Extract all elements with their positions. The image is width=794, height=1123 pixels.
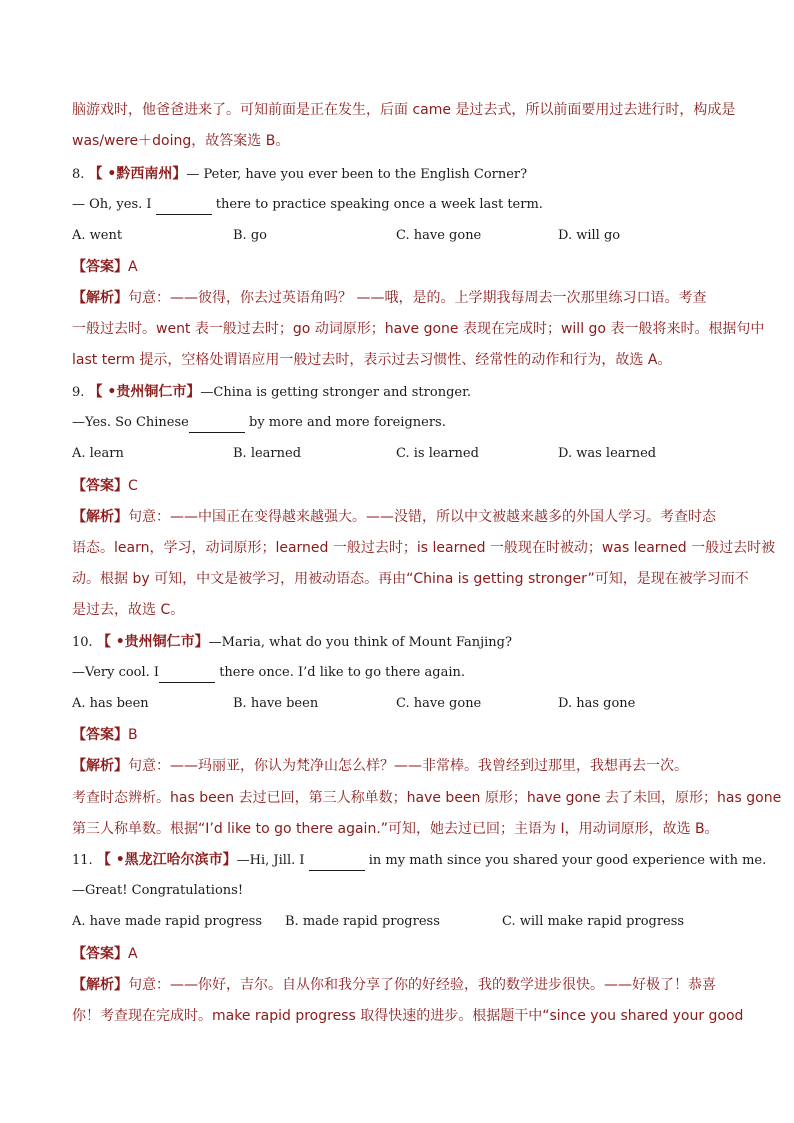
- question-8-explanation-2: 一般过去时。went 表一般过去时；go 动词原形；have gone 表现在完成时；will go 表一般将来时。根据句中: [72, 321, 765, 337]
- answer-value: A: [128, 946, 138, 962]
- explanation-label: 【解析】: [72, 758, 128, 774]
- answer-label: 【答案】: [72, 478, 128, 494]
- question-9-prompt: [72, 383, 471, 402]
- question-11-answer: [72, 945, 138, 963]
- answer-value: B: [128, 727, 138, 743]
- answer-label: 【答案】: [72, 727, 128, 743]
- question-9-explanation-2: 语态。learn，学习，动词原形；learned 一般过去时；is learned 一般现在时被动；was learned 一般过去时被: [72, 540, 776, 556]
- answer-blank: [156, 196, 212, 215]
- intro-line-1: 脑游戏时，他爸爸进来了。可知前面是正在发生，后面 came 是过去式，所以前面要用过去进行时，构成是: [72, 102, 736, 118]
- question-line: —Maria, what do you think of Mount Fanjing?: [208, 635, 512, 650]
- question-number: 9.: [72, 385, 85, 400]
- intro-line-2: was/were＋doing，故答案选 B。: [72, 133, 290, 149]
- question-10-explanation-2: 考查时态辨析。has been 去过已回，第三人称单数；have been 原形；have gone 去了未回，原形；has gone: [72, 790, 782, 806]
- question-8-prompt: [72, 165, 527, 184]
- question-9-line-2: —Yes. So Chinese by more and more foreigners.: [72, 414, 446, 433]
- question-10-answer: [72, 726, 138, 744]
- answer-blank: [309, 852, 365, 871]
- question-number: 8.: [72, 167, 85, 182]
- question-11-explanation-1: 【解析】句意：——你好，吉尔。自从你和我分享了你的好经验，我的数学进步很快。——好极了！恭喜: [72, 977, 716, 993]
- question-8-answer: [72, 258, 138, 276]
- question-9-explanation-1: 【解析】句意：——中国正在变得越来越强大。——没错，所以中文被越来越多的外国人学习。考查时态: [72, 509, 716, 525]
- question-source: 【 •黔西南州】: [88, 166, 187, 182]
- question-11-explanation-2: 你！考查现在完成时。make rapid progress 取得快速的进步。根据题干中“since you shared your good: [72, 1008, 744, 1024]
- question-source: 【 •贵州铜仁市】: [96, 634, 209, 650]
- answer-blank: [159, 664, 215, 683]
- option-a: A. has been: [72, 696, 149, 711]
- option-d: D. has gone: [558, 696, 636, 711]
- answer-blank: [189, 414, 245, 433]
- answer-label: 【答案】: [72, 259, 128, 275]
- option-c: C. have gone: [396, 228, 482, 243]
- question-9-explanation-3: 动。根据 by 可知，中文是被学习，用被动语态。再由“China is getting stronger”可知，是现在被学习而不: [72, 571, 749, 587]
- answer-label: 【答案】: [72, 946, 128, 962]
- option-d: D. will go: [558, 228, 621, 243]
- question-10-explanation-1: 【解析】句意：——玛丽亚，你认为梵净山怎么样？——非常棒。我曾经到过那里，我想再去一次。: [72, 758, 688, 774]
- option-b: B. have been: [233, 696, 319, 711]
- question-number: 10.: [72, 635, 93, 650]
- question-9-answer: [72, 477, 138, 495]
- option-d: D. was learned: [558, 446, 657, 461]
- question-8-explanation-1: 【解析】句意：——彼得，你去过英语角吗？ ——哦，是的。上学期我每周去一次那里练习口语。考查: [72, 290, 707, 306]
- option-c: C. is learned: [396, 446, 479, 461]
- option-b: B. learned: [233, 446, 302, 461]
- option-a: A. went: [72, 228, 123, 243]
- option-a: A. have made rapid progress: [72, 914, 263, 929]
- question-10-explanation-3: 第三人称单数。根据“I’d like to go there again.”可知，她去过已回；主语为 I，用动词原形，故选 B。: [72, 821, 719, 837]
- option-b: B. go: [233, 228, 267, 243]
- question-line: — Peter, have you ever been to the English Corner?: [186, 167, 528, 182]
- option-c: C. will make rapid progress: [502, 914, 685, 929]
- option-b: B. made rapid progress: [285, 914, 440, 929]
- question-source: 【 •贵州铜仁市】: [88, 384, 201, 400]
- answer-value: A: [128, 259, 138, 275]
- question-line: —China is getting stronger and stronger.: [200, 385, 472, 400]
- explanation-label: 【解析】: [72, 977, 128, 993]
- question-10-prompt: [72, 633, 512, 652]
- question-10-line-2: —Very cool. I there once. I’d like to go there again.: [72, 664, 465, 683]
- answer-value: C: [128, 478, 138, 494]
- question-8-explanation-3: last term 提示，空格处谓语应用一般过去时，表示过去习惯性、经常性的动作和行为，故选 A。: [72, 352, 672, 368]
- question-11-prompt: 11. 【 •黑龙江哈尔滨市】—Hi, Jill. I in my math since you shared your good experience with me.: [72, 851, 766, 871]
- question-number: 11.: [72, 853, 93, 868]
- option-c: C. have gone: [396, 696, 482, 711]
- question-11-line-2: —Great! Congratulations!: [72, 883, 244, 898]
- question-9-explanation-4: 是过去，故选 C。: [72, 602, 185, 618]
- question-8-line-2: — Oh, yes. I there to practice speaking once a week last term.: [72, 196, 543, 215]
- question-source: 【 •黑龙江哈尔滨市】: [96, 852, 237, 868]
- explanation-label: 【解析】: [72, 509, 128, 525]
- explanation-label: 【解析】: [72, 290, 128, 306]
- option-a: A. learn: [72, 446, 124, 461]
